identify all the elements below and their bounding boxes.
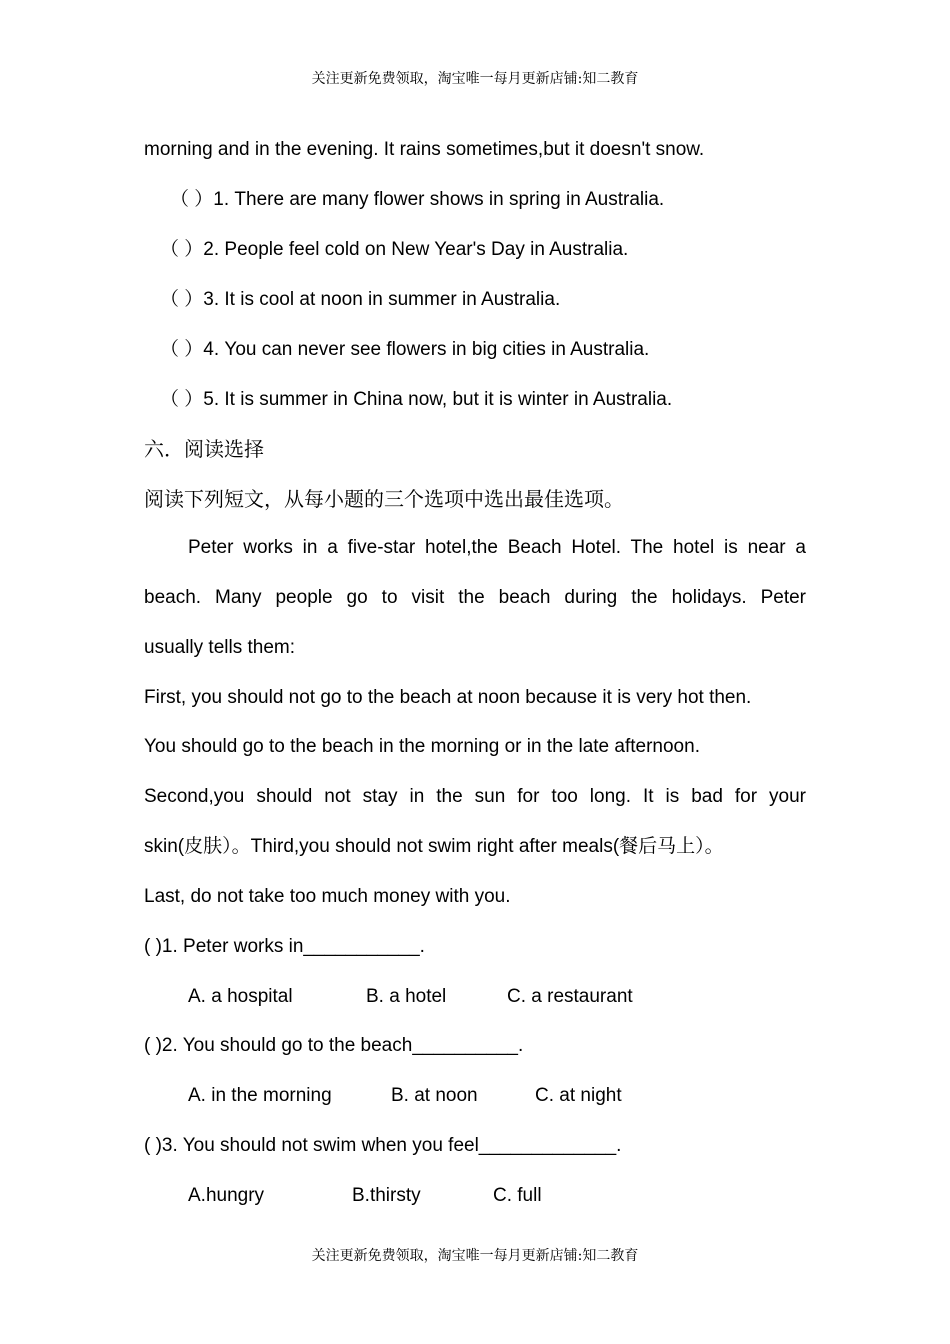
tf-item-3: （ ）3. It is cool at noon in summer in Australia. [160,289,561,310]
reading-text: Peter works in a five-star hotel,the Beach Hotel. The hotel is near a [188,537,806,558]
question-1-option-a: A. a hospital [188,986,293,1007]
page-footer: 关注更新免费领取，淘宝唯一每月更新店铺:知二教育 [311,1248,639,1264]
passage-end: morning and in the evening. It rains sometimes,but it doesn't snow. [144,139,705,160]
reading-text: Second,you should not stay in the sun for too long. It is bad for your [144,786,806,807]
question-2-stem: ( )2. You should go to the beach__________. [144,1035,524,1056]
page-header: 关注更新免费领取，淘宝唯一每月更新店铺:知二教育 [311,71,639,87]
reading-line-1 [188,536,806,560]
reading-line-6 [144,785,806,809]
reading-line-3: usually tells them: [144,637,296,658]
instruction: 阅读下列短文，从每小题的三个选项中选出最佳选项。 [144,487,624,511]
tf-item-5: （ ）5. It is summer in China now, but it is winter in Australia. [160,389,673,410]
reading-line-2 [144,586,806,610]
tf-item-1: （ ）1. There are many flower shows in spring in Australia. [170,189,665,210]
reading-line-4: First, you should not go to the beach at noon because it is very hot then. [144,687,752,708]
question-1-option-b: B. a hotel [366,986,447,1007]
tf-item-2: （ ）2. People feel cold on New Year's Day in Australia. [160,239,629,260]
question-1-stem: ( )1. Peter works in___________. [144,936,425,957]
question-3-option-c: C. full [493,1185,542,1206]
question-2-option-a: A. in the morning [188,1085,332,1106]
reading-line-7: skin(皮肤）。Third,you should not swim right after meals(餐后马上）。 [144,836,724,857]
question-1-option-c: C. a restaurant [507,986,633,1007]
tf-item-4: （ ）4. You can never see flowers in big cities in Australia. [160,339,650,360]
reading-line-8: Last, do not take too much money with you. [144,886,511,907]
question-3-option-a: A.hungry [188,1185,265,1206]
reading-text: beach. Many people go to visit the beach during the holidays. Peter [144,587,806,608]
section-title: 六．阅读选择 [144,437,264,461]
question-2-option-b: B. at noon [391,1085,478,1106]
question-2-option-c: C. at night [535,1085,622,1106]
question-3-stem: ( )3. You should not swim when you feel_____________. [144,1135,622,1156]
question-3-option-b: B.thirsty [352,1185,421,1206]
reading-line-5: You should go to the beach in the morning or in the late afternoon. [144,736,700,757]
